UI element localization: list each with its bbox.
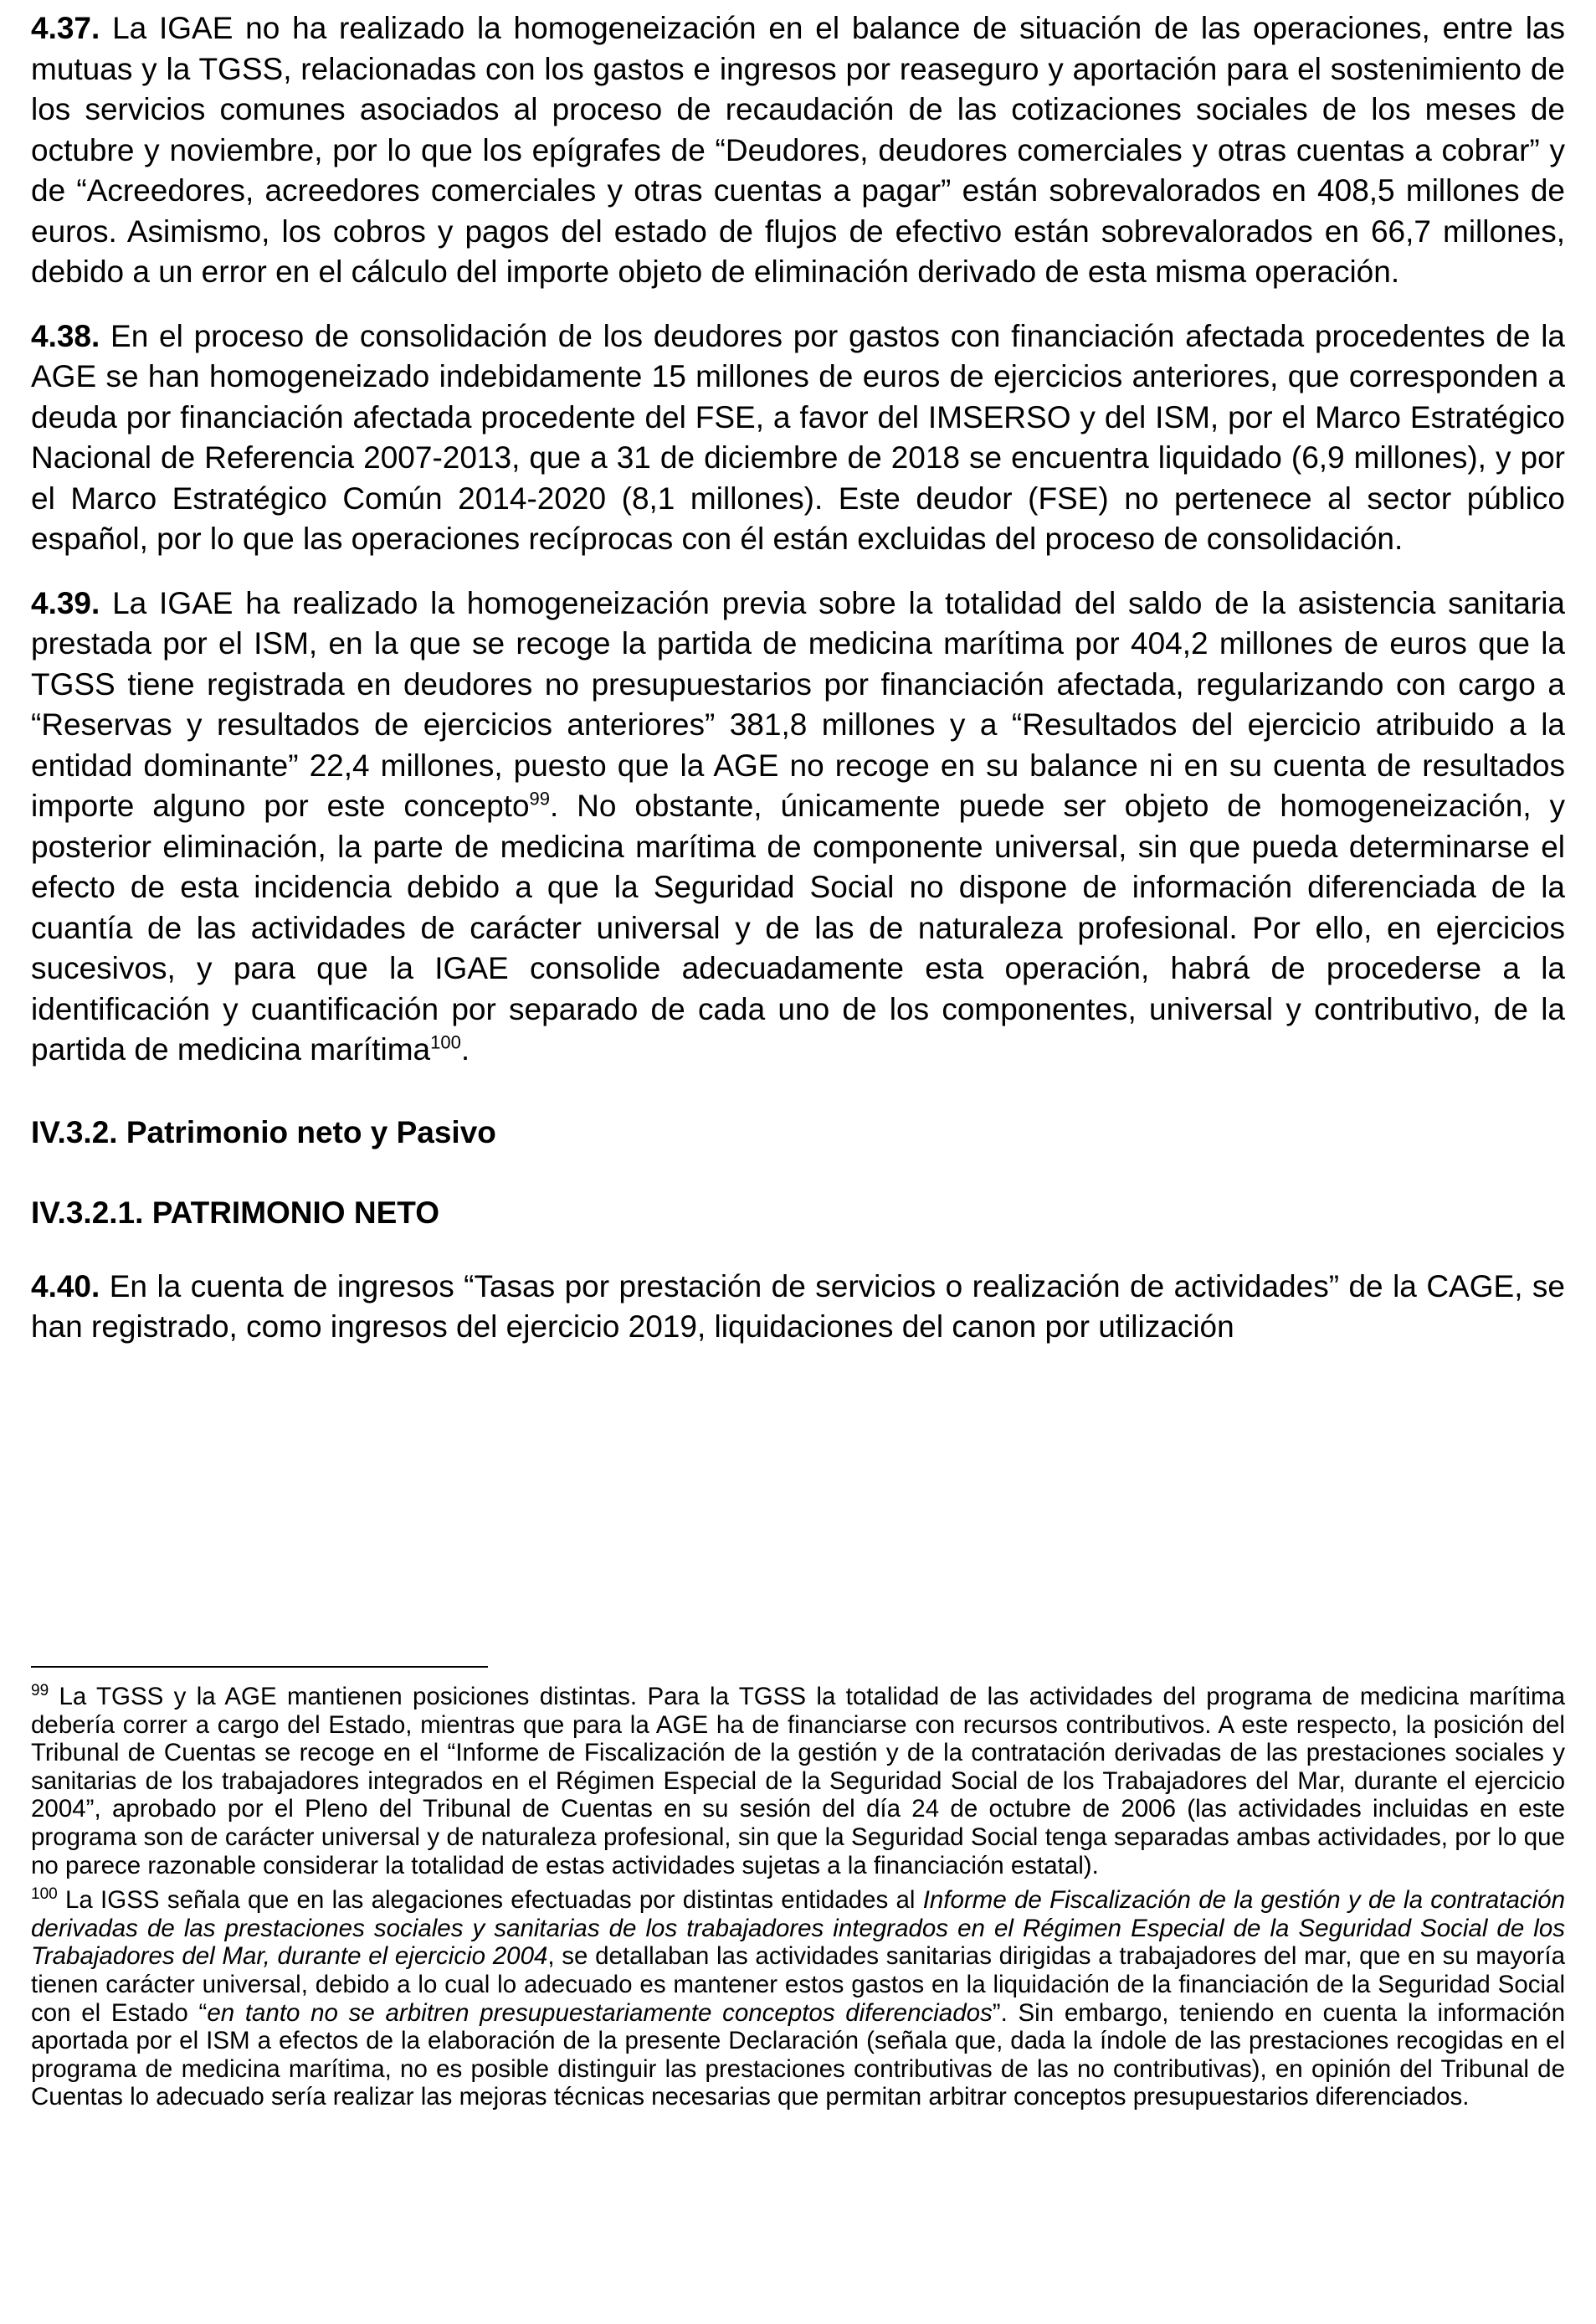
footnote-separator <box>31 1666 488 1668</box>
footnote-number: 99 <box>31 1682 49 1700</box>
paragraph-4-37 <box>31 8 1565 293</box>
paragraph-text: La IGAE ha realizado la homogeneización previa sobre la totalidad del saldo de la asistencia sanitaria prestada por el ISM, en la que se recoge la partida de medicina marítima por 404,2 millones de euros que la TGSS tiene registrada en deudores no presupuestarios por financiación afectada, regularizando con cargo a “Reservas y resultados de ejercicios anteriores” 381,8 millones y a “Resultados del ejercicio atribuido a la entidad dominante” 22,4 millones, puesto que la AGE no recoge en su balance ni en su cuenta de resultados importe alguno por este concepto <box>31 585 1565 823</box>
footnotes-section <box>31 1683 1565 2111</box>
footnote-100 <box>31 1886 1565 2111</box>
paragraph-4-38 <box>31 316 1565 560</box>
footnote-italic-title: Informe de Fiscalización de la gestión y de la contratación derivadas de las prestaciones sociales y sanitarias de los trabajadores integrados en el Régimen Especial de la Seguridad Social de los Trabajadores del Mar, durante el ejercicio 2004 <box>31 1886 1565 1971</box>
footnote-ref-99[interactable]: 99 <box>529 788 551 810</box>
paragraph-number: 4.39. <box>31 585 100 620</box>
paragraph-number: 4.40. <box>31 1268 100 1303</box>
paragraph-text: En el proceso de consolidación de los deudores por gastos con financiación afectada procedentes de la AGE se han homogeneizado indebidamente 15 millones de euros de ejercicios anteriores, que corresponden a deuda por financiación afectada procedente del FSE, a favor del IMSERSO y del ISM, por el Marco Estratégico Nacional de Referencia 2007-2013, que a 31 de diciembre de 2018 se encuentra liquidado (6,9 millones), y por el Marco Estratégico Común 2014-2020 (8,1 millones). Este deudor (FSE) no pertenece al sector público español, por lo que las operaciones recíprocas con él están excluidas del proceso de consolidación. <box>31 318 1565 556</box>
paragraph-text: . No obstante, únicamente puede ser objeto de homogeneización, y posterior eliminación, la parte de medicina marítima de componente universal, sin que pueda determinarse el efecto de esta incidencia debido a que la Seguridad Social no dispone de información diferenciada de la cuantía de las actividades de carácter universal y de las de naturaleza profesional. Por ello, en ejercicios sucesivos, y para que la IGAE consolide adecuadamente esta operación, habrá de procederse a la identificación y cuantificación por separado de cada uno de los componentes, universal y contributivo, de la partida de medicina marítima <box>31 789 1566 1067</box>
paragraph-4-39 <box>31 584 1565 1071</box>
section-heading: IV.3.2. Patrimonio neto y Pasivo <box>31 1114 496 1149</box>
subsection-heading: IV.3.2.1. PATRIMONIO NETO <box>31 1195 439 1230</box>
paragraph-text: La IGAE no ha realizado la homogeneización en el balance de situación de las operaciones, entre las mutuas y la TGSS, relacionadas con los gastos e ingresos por reaseguro y aportación para el sostenimiento de los servicios comunes asociados al proceso de recaudación de las cotizaciones sociales de los meses de octubre y noviembre, por lo que los epígrafes de “Deudores, deudores comerciales y otras cuentas a cobrar” y de “Acreedores, acreedores comerciales y otras cuentas a pagar” están sobrevalorados en 408,5 millones de euros. Asimismo, los cobros y pagos del estado de flujos de efectivo están sobrevalorados en 66,7 millones, debido a un error en el cálculo del importe objeto de eliminación derivado de esta misma operación. <box>31 11 1565 289</box>
footnote-99 <box>31 1683 1565 1879</box>
paragraph-number: 4.38. <box>31 318 100 353</box>
paragraph-text: En la cuenta de ingresos “Tasas por prestación de servicios o realización de actividades” de la CAGE, se han registrado, como ingresos del ejercicio 2019, liquidaciones del canon por utilización <box>31 1268 1565 1344</box>
paragraph-text: . <box>460 1032 470 1067</box>
paragraph-number: 4.37. <box>31 11 100 45</box>
footnote-text: La TGSS y la AGE mantienen posiciones distintas. Para la TGSS la totalidad de las actividades del programa de medicina marítima debería correr a cargo del Estado, mientras que para la AGE ha de financiarse con recursos contributivos. A este respecto, la posición del Tribunal de Cuentas se recoge en el “Informe de Fiscalización de la gestión y de la contratación derivadas de las prestaciones sociales y sanitarias de los trabajadores integrados en el Régimen Especial de la Seguridad Social de los Trabajadores del Mar, durante el ejercicio 2004”, aprobado por el Pleno del Tribunal de Cuentas en su sesión del día 24 de octubre de 2006 (las actividades incluidas en este programa son de carácter universal y de naturaleza profesional, sin que la Seguridad Social tenga separadas ambas actividades, por lo que no parece razonable considerar la totalidad de estas actividades sujetas a la financiación estatal). <box>31 1683 1565 1879</box>
footnote-italic-quote: en tanto no se arbitren presupuestariamente conceptos diferenciados <box>207 1998 993 2027</box>
footnote-text: , se detallaban las actividades sanitarias dirigidas a trabajadores del mar, que en su mayoría tienen carácter universal, debido a lo cual lo adecuado es mantener estos gastos en la liquidación de la financiación de la Seguridad Social con el Estado “ <box>31 1942 1565 2027</box>
footnote-ref-100[interactable]: 100 <box>430 1031 461 1053</box>
document-page <box>31 8 1565 1348</box>
footnote-number: 100 <box>31 1885 58 1904</box>
paragraph-4-40 <box>31 1267 1565 1348</box>
footnote-text: ”. Sin embargo, teniendo en cuenta la información aportada por el ISM a efectos de la elaboración de la presente Declaración (señala que, dada la índole de las prestaciones recogidas en el programa de medicina marítima, no es posible distinguir las prestaciones contributivas de las no contributivas), en opinión del Tribunal de Cuentas lo adecuado sería realizar las mejoras técnicas necesarias que permitan arbitrar conceptos presupuestarios diferenciados. <box>31 1998 1565 2111</box>
footnote-text: La IGSS señala que en las alegaciones efectuadas por distintas entidades al <box>57 1886 923 1915</box>
